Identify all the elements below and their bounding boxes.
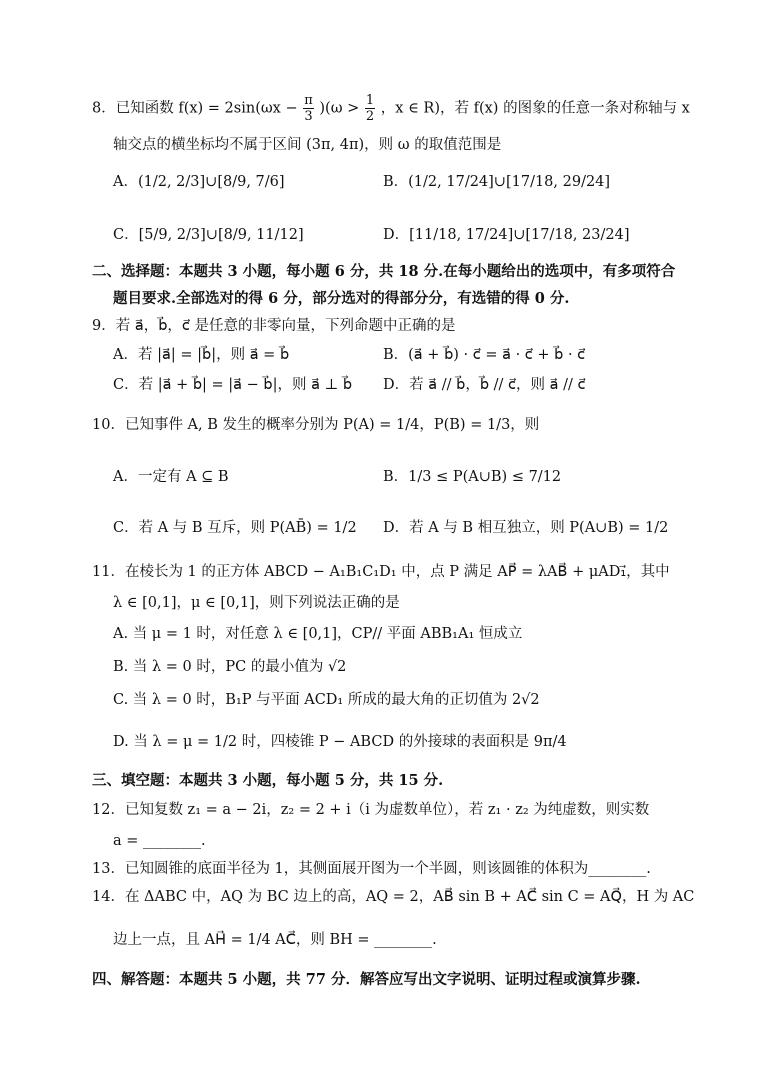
q9-option-d: D．若 a⃗ // b⃗，b⃗ // c⃗，则 a⃗ // c⃗ [383,377,586,393]
q8-stem-part-c: ，x ∈ R)，若 f(x) 的图象的任意一条对称轴与 x [380,100,690,117]
section3-heading: 三、填空题：本题共 3 小题，每小题 5 分，共 15 分. [92,772,444,789]
q8-frac-den-2: 2 [365,109,375,124]
q8-option-a: A．(1/2, 2/3]∪[8/9, 7/6] [113,174,285,190]
q10-option-d: D．若 A 与 B 相互独立，则 P(A∪B) = 1/2 [383,520,669,536]
q8-stem-part-a: 8．已知函数 f(x) = 2sin(ωx − [92,100,298,117]
q8-option-d: D．[11/18, 17/24]∪[17/18, 23/24] [383,227,630,243]
q12-line1: 12．已知复数 z₁ = a − 2i，z₂ = 2 + i（i 为虚数单位），若 z₁ · z₂ 为纯虚数，则实数 [92,802,650,818]
q14-line1: 14．在 ΔABC 中，AQ 为 BC 边上的高，AQ = 2，AB⃗ sin B + AC⃗ sin C = AQ⃗，H 为 AC [92,889,695,905]
q8-frac-num: π [304,93,313,108]
q10-option-a: A．一定有 A ⊆ B [113,469,229,485]
q8-stem-line2: 轴交点的横坐标均不属于区间 (3π, 4π)，则 ω 的取值范围是 [113,137,502,153]
q14-line2: 边上一点，且 AH⃗ = 1/4 AC⃗，则 BH = ________. [113,932,437,948]
q8-frac-num-2: 1 [365,93,375,108]
q8-fraction-pi-over-3 [303,93,314,124]
q8-option-c: C．[5/9, 2/3]∪[8/9, 11/12] [113,227,304,243]
q11-stem-line1: 11．在棱长为 1 的正方体 ABCD − A₁B₁C₁D₁ 中，点 P 满足 AP⃗ = λAB⃗ + μAD₁⃗，其中 [92,564,670,580]
q8-stem-line1 [92,93,690,124]
section2-heading-line1: 二、选择题：本题共 3 小题，每小题 6 分，共 18 分.在每小题给出的选项中，有多项符合 [92,263,676,280]
q12-line2: a = ________. [113,833,206,849]
q9-stem: 9．若 a⃗，b⃗，c⃗ 是任意的非零向量，下列命题中正确的是 [92,318,456,334]
q11-stem-line2: λ ∈ [0,1]，μ ∈ [0,1]，则下列说法正确的是 [113,595,400,611]
q10-option-b: B．1/3 ≤ P(A∪B) ≤ 7/12 [383,469,562,485]
q13-line1: 13．已知圆锥的底面半径为 1，其侧面展开图为一个半圆，则该圆锥的体积为________. [92,861,651,877]
q8-stem-part-b: )(ω > [319,100,360,117]
section2-heading-line2: 题目要求.全部选对的得 6 分，部分选对的得部分分，有选错的得 0 分. [113,290,570,307]
q8-frac-den: 3 [304,109,313,124]
q8-option-b: B．(1/2, 17/24]∪[17/18, 29/24] [383,174,611,190]
q11-option-b: B. 当 λ = 0 时，PC 的最小值为 √2 [113,659,347,675]
q10-option-c: C．若 A 与 B 互斥，则 P(AB̄) = 1/2 [113,520,357,536]
q11-option-d: D. 当 λ = μ = 1/2 时，四棱锥 P − ABCD 的外接球的表面积是 9π/4 [113,734,567,750]
q8-fraction-one-half [365,93,375,124]
q9-option-a: A．若 |a⃗| = |b⃗|，则 a⃗ = b⃗ [113,347,290,363]
q10-stem: 10．已知事件 A, B 发生的概率分别为 P(A) = 1/4，P(B) = 1/3，则 [92,417,540,433]
q9-option-c: C．若 |a⃗ + b⃗| = |a⃗ − b⃗|，则 a⃗ ⊥ b⃗ [113,377,353,393]
q11-option-c: C. 当 λ = 0 时，B₁P 与平面 ACD₁ 所成的最大角的正切值为 2√2 [113,692,540,708]
section4-heading: 四、解答题：本题共 5 小题，共 77 分．解答应写出文字说明、证明过程或演算步骤. [92,971,641,988]
q9-option-b: B．(a⃗ + b⃗) · c⃗ = a⃗ · c⃗ + b⃗ · c⃗ [383,347,586,363]
q11-option-a: A. 当 μ = 1 时，对任意 λ ∈ [0,1]，CP// 平面 ABB₁A₁ 恒成立 [113,626,523,642]
